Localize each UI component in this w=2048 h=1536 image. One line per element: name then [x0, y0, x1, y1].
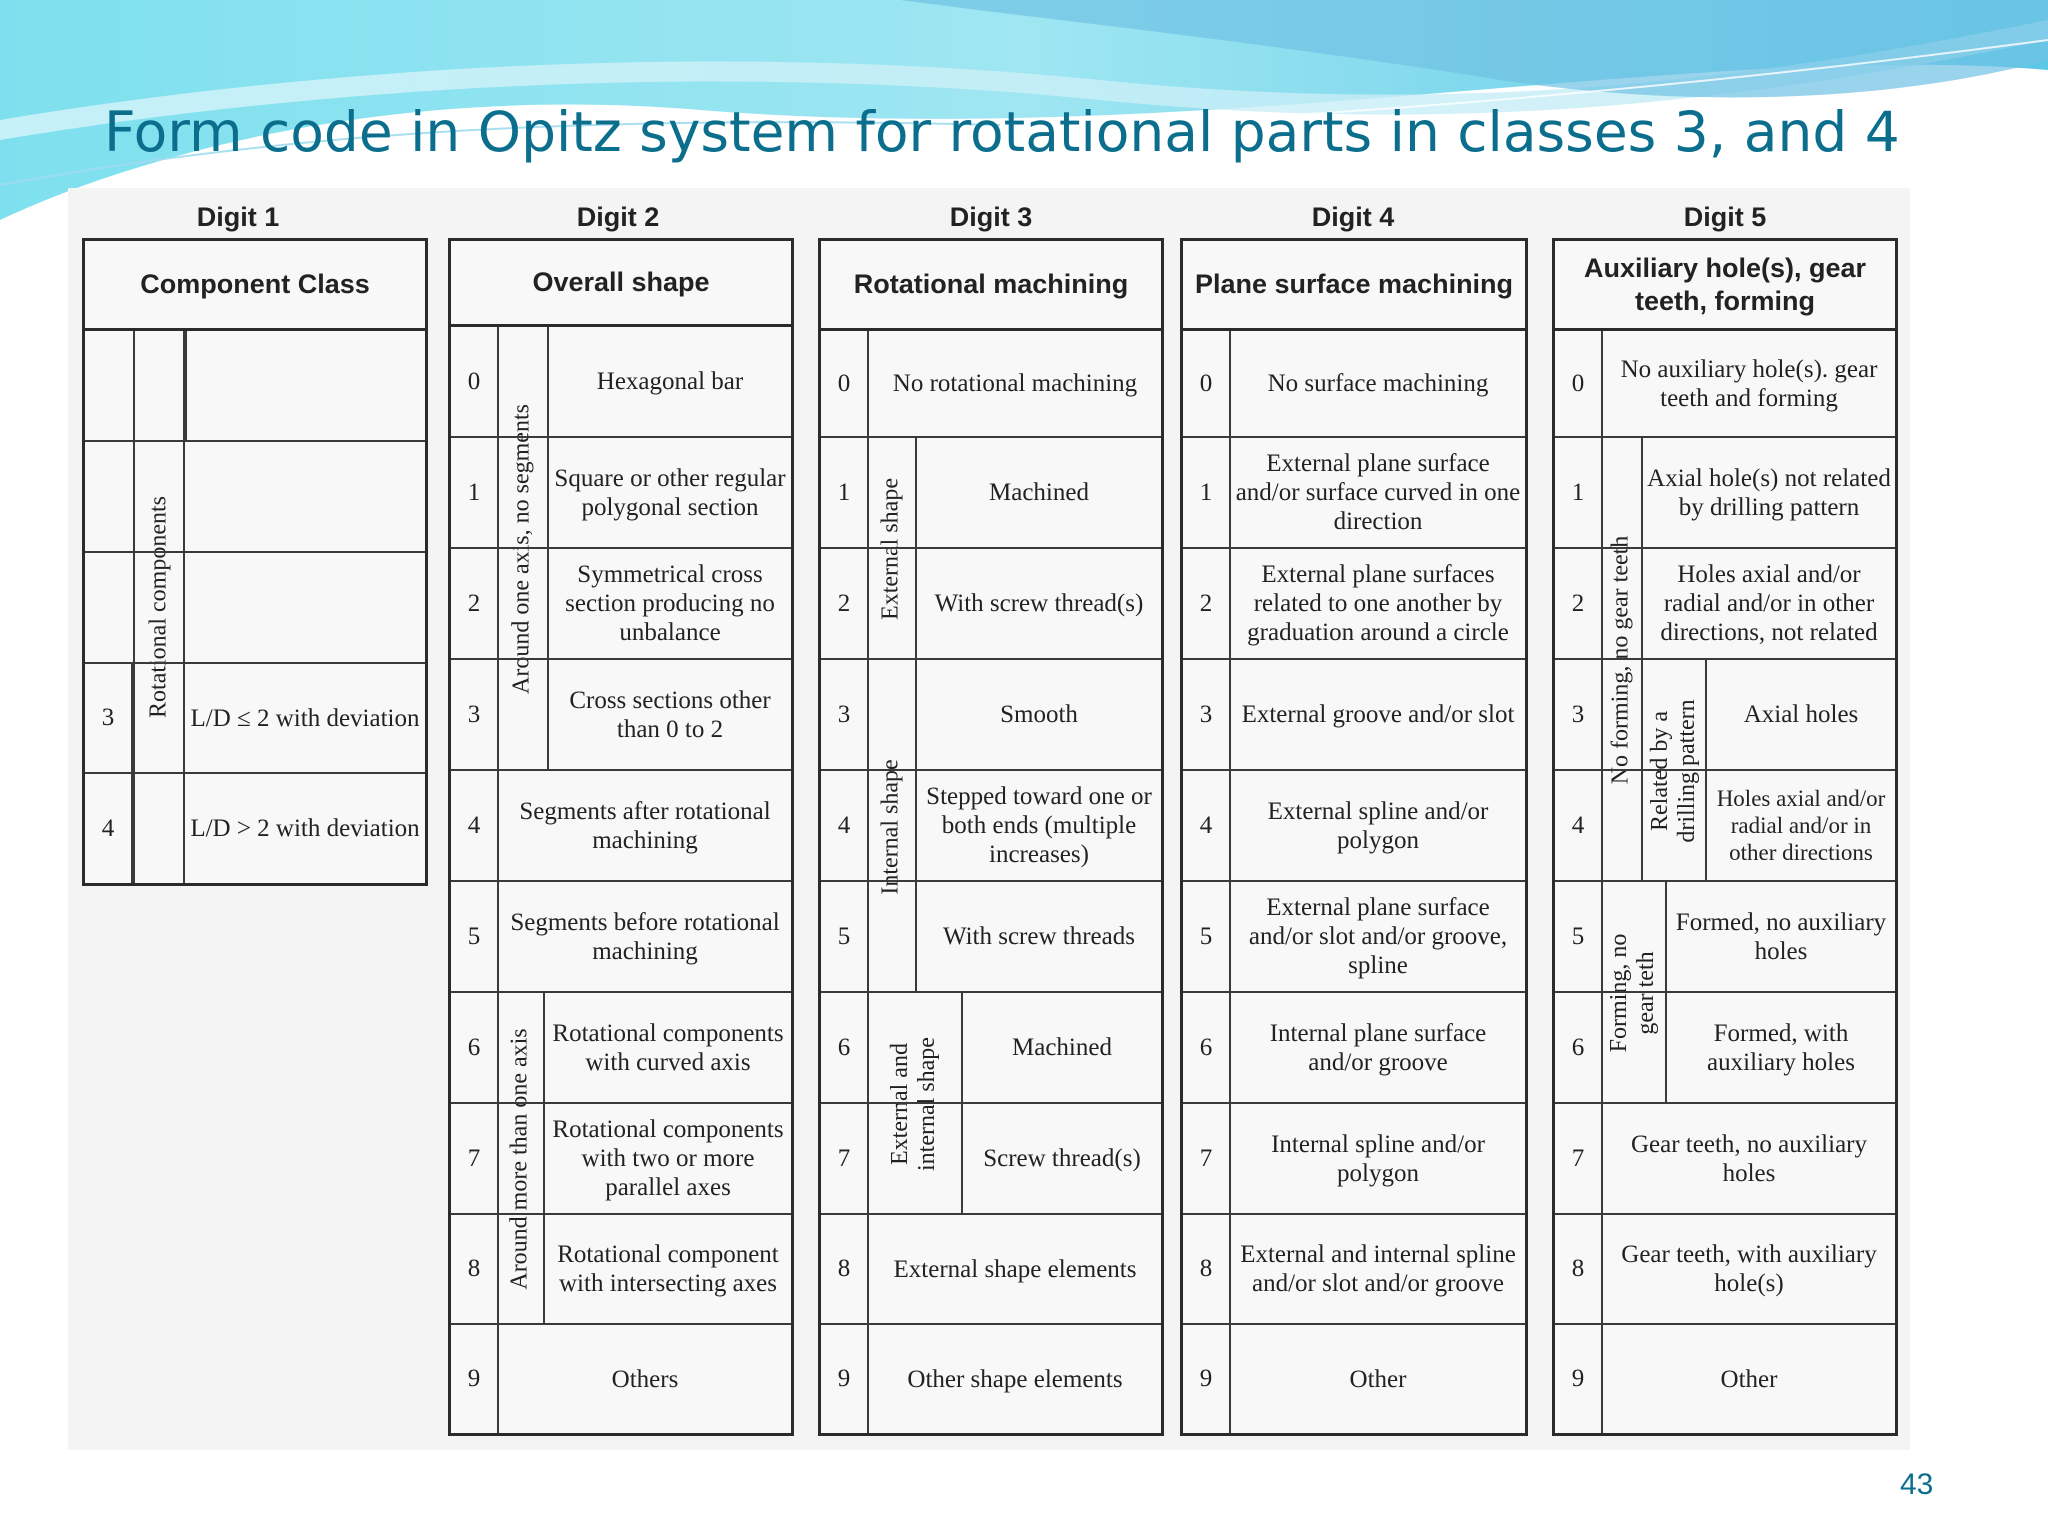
digit5-row-number: 2	[1555, 549, 1603, 658]
digit2-row-number: 7	[451, 1104, 499, 1213]
digit3-row	[821, 993, 1161, 1104]
digit4-row-number: 1	[1183, 438, 1231, 547]
digit3-row	[821, 549, 1161, 660]
digit4-row-number: 3	[1183, 660, 1231, 769]
digit5-row-text: Other	[1720, 1365, 1778, 1393]
digit5-row	[1555, 882, 1895, 993]
digit4-row	[1183, 660, 1525, 771]
digit5-table	[1552, 238, 1898, 1436]
digit2-row-number: 4	[451, 771, 499, 880]
digit4-row	[1183, 1325, 1525, 1433]
digit5-row-text: Gear teeth, no auxiliary holes	[1630, 1130, 1867, 1187]
digit5-row-number: 5	[1555, 882, 1603, 991]
digit3-row-number: 1	[821, 438, 869, 547]
digit4-row-text: No surface machining	[1267, 370, 1489, 397]
digit5-row-text: Holes axial and/or radial and/or in other directions	[1716, 786, 1886, 865]
digit5-row-text: No auxiliary hole(s). gear teeth and forming	[1620, 355, 1878, 412]
digit3-row-number: 6	[821, 993, 869, 1102]
digit2-row-number: 1	[451, 438, 499, 547]
digit3-row-number: 8	[821, 1215, 869, 1323]
digit2-row-number: 3	[451, 660, 499, 769]
digit4-row-number: 4	[1183, 771, 1231, 880]
digit3-row	[821, 660, 1161, 771]
digit4-row-text: External groove and/or slot	[1241, 701, 1515, 728]
digit2-header: Overall shape	[451, 241, 791, 327]
digit4-row-text: External plane surface and/or slot and/or groove, spline	[1248, 894, 1508, 979]
digit3-row-number: 4	[821, 771, 869, 880]
digit5-row-text: Gear teeth, with auxiliary hole(s)	[1621, 1241, 1877, 1297]
digit4-row	[1183, 438, 1525, 549]
digit2-row-text: Cross sections other than 0 to 2	[569, 686, 771, 743]
digit3-row-text: Stepped toward one or both ends (multiple increases)	[926, 783, 1152, 868]
digit1-row-number: 4	[85, 774, 133, 883]
digit3-header: Rotational machining	[821, 241, 1161, 331]
digit3-row-text: Other shape elements	[907, 1365, 1123, 1393]
digit3-group-external-label: External shape	[877, 478, 904, 620]
digit3-row-number: 5	[821, 882, 869, 991]
digit3-row	[821, 1325, 1161, 1433]
digit1-row-text: L/D ≤ 2 with deviation	[190, 704, 420, 732]
digit3-row-text: With screw threads	[943, 923, 1135, 950]
digit4-row-number: 6	[1183, 993, 1231, 1102]
digit2-group-one-axis-label: Around one axis, no segments	[508, 404, 535, 694]
digit2-row-number: 8	[451, 1215, 499, 1323]
digit5-row-text: Axial hole(s) not related by drilling pattern	[1647, 464, 1891, 521]
digit4-row	[1183, 1104, 1525, 1215]
digit4-row	[1183, 771, 1525, 882]
digit1-group-label: Rotational components	[145, 496, 172, 718]
digit4-row-text: External and internal spline and/or slot and/or groove	[1240, 1241, 1516, 1297]
digit2-row	[451, 549, 791, 660]
digit2-row	[451, 1325, 791, 1433]
digit4-row-number: 9	[1183, 1325, 1231, 1433]
digit1-row-3	[85, 664, 425, 774]
digit5-header: Auxiliary hole(s), gear teeth, forming	[1555, 241, 1895, 331]
slide-title: Form code in Opitz system for rotational parts in classes 3, and 4	[104, 100, 1900, 164]
digit2-row	[451, 882, 791, 993]
digit5-row-number: 6	[1555, 993, 1603, 1102]
digit4-row	[1183, 993, 1525, 1104]
digit5-group-no-forming-label: No forming, no gear teeth	[1607, 535, 1634, 785]
digit2-row	[451, 327, 791, 438]
digit2-row	[451, 1215, 791, 1325]
digit2-row-number: 6	[451, 993, 499, 1102]
digit5-row-text: Axial holes	[1743, 701, 1859, 728]
digit5-row-text: Formed, with auxiliary holes	[1707, 1019, 1855, 1076]
digit4-header: Plane surface machining	[1183, 241, 1525, 331]
digit2-label: Digit 2	[576, 202, 660, 232]
digit3-group-internal-label: Internal shape	[877, 758, 904, 895]
digit2-row-text: Hexagonal bar	[596, 368, 744, 395]
digit4-row-text: Other	[1349, 1365, 1407, 1393]
digit4-row-number: 5	[1183, 882, 1231, 991]
digit3-row-text: Machined	[1012, 1034, 1112, 1061]
digit2-row	[451, 660, 791, 771]
digit3-label: Digit 3	[949, 202, 1033, 232]
opitz-form-code-figure	[68, 188, 1910, 1450]
digit2-table	[448, 238, 794, 1436]
digit2-row-text: Rotational component with intersecting axes	[557, 1241, 779, 1297]
digit4-row-number: 8	[1183, 1215, 1231, 1323]
digit3-table	[818, 238, 1164, 1436]
digit1-table	[82, 238, 428, 886]
digit5-row	[1555, 1104, 1895, 1215]
digit3-row-text: Smooth	[1000, 701, 1078, 728]
digit3-row	[821, 882, 1161, 993]
digit3-row-text: With screw thread(s)	[934, 590, 1144, 617]
digit2-row-text: Rotational components with two or more parallel axes	[552, 1116, 784, 1201]
digit4-row-text: Internal spline and/or polygon	[1271, 1130, 1485, 1187]
digit5-group-forming-label: Forming, no gear teth	[1606, 933, 1659, 1053]
digit5-row-number: 3	[1555, 660, 1603, 769]
digit3-row	[821, 438, 1161, 549]
digit3-row	[821, 1215, 1161, 1325]
page-number: 43	[1900, 1468, 1934, 1501]
digit1-row-text: L/D > 2 with deviation	[190, 815, 420, 842]
digit3-row-number: 9	[821, 1325, 869, 1433]
digit5-row	[1555, 438, 1895, 549]
digit3-row-number: 7	[821, 1104, 869, 1213]
digit3-row-text: Screw thread(s)	[983, 1145, 1141, 1172]
digit4-row-text: External plane surface and/or surface curved in one direction	[1235, 450, 1521, 535]
digit2-row-text: Segments before rotational machining	[510, 908, 780, 965]
digit1-row-empty	[85, 553, 425, 664]
digit5-row	[1555, 1325, 1895, 1433]
digit4-row-text: External spline and/or polygon	[1267, 797, 1489, 854]
digit5-row-text: Holes axial and/or radial and/or in other directions, not related	[1660, 561, 1878, 646]
digit5-row-number: 4	[1555, 771, 1603, 880]
digit4-row-text: Internal plane surface and/or groove	[1269, 1019, 1487, 1076]
digit2-group-more-axes-label: Around more than one axis	[506, 1028, 533, 1290]
digit4-row-text: External plane surfaces related to one another by graduation around a circle	[1247, 561, 1509, 646]
digit5-row-number: 1	[1555, 438, 1603, 547]
digit1-row-number: 3	[85, 664, 133, 772]
digit3-row-text: External shape elements	[893, 1255, 1137, 1283]
digit1-row-4	[85, 774, 425, 883]
digit4-row	[1183, 331, 1525, 438]
digit3-row-number: 0	[821, 331, 869, 436]
digit2-row	[451, 771, 791, 882]
digit1-row-empty	[85, 331, 425, 442]
digit2-row-text: Symmetrical cross section producing no unbalance	[565, 561, 775, 646]
digit5-row	[1555, 549, 1895, 660]
digit3-row	[821, 331, 1161, 438]
digit5-row	[1555, 660, 1895, 771]
digit5-row-number: 8	[1555, 1215, 1603, 1323]
digit1-row-empty	[85, 442, 425, 553]
digit5-row-number: 0	[1555, 331, 1603, 436]
digit2-row-text: Others	[611, 1365, 679, 1393]
digit2-row	[451, 993, 791, 1104]
digit2-row-number: 9	[451, 1325, 499, 1433]
digit2-row-text: Rotational components with curved axis	[552, 1019, 784, 1076]
digit3-group-ext-int-label: External and internal shape	[887, 1037, 940, 1171]
digit3-row-text: Machined	[989, 479, 1089, 506]
digit4-table	[1180, 238, 1528, 1436]
digit4-label: Digit 4	[1311, 202, 1395, 232]
digit4-row	[1183, 882, 1525, 993]
digit5-row-number: 7	[1555, 1104, 1603, 1213]
digit3-row	[821, 771, 1161, 882]
digit3-row	[821, 1104, 1161, 1215]
digit4-row	[1183, 1215, 1525, 1325]
digit4-row-number: 7	[1183, 1104, 1231, 1213]
digit2-row-number: 0	[451, 327, 499, 436]
digit5-row-number: 9	[1555, 1325, 1603, 1433]
digit3-row-number: 2	[821, 549, 869, 658]
digit5-row	[1555, 331, 1895, 438]
digit5-row-text: Formed, no auxiliary holes	[1675, 908, 1887, 965]
digit5-row	[1555, 771, 1895, 882]
digit4-row-number: 2	[1183, 549, 1231, 658]
digit5-group-drilling-label: Related by a drilling pattern	[1647, 699, 1700, 843]
digit1-header: Component Class	[85, 241, 425, 331]
digit2-row	[451, 1104, 791, 1215]
digit2-row	[451, 438, 791, 549]
digit2-row-text: Segments after rotational machining	[519, 797, 771, 854]
digit4-row-number: 0	[1183, 331, 1231, 436]
digit5-row	[1555, 1215, 1895, 1325]
digit5-label: Digit 5	[1683, 202, 1767, 232]
digit2-row-number: 5	[451, 882, 499, 991]
digit4-row	[1183, 549, 1525, 660]
digit2-row-text: Square or other regular polygonal section	[554, 464, 786, 521]
digit1-label: Digit 1	[196, 202, 280, 232]
digit3-row-number: 3	[821, 660, 869, 769]
digit2-row-number: 2	[451, 549, 499, 658]
digit5-row	[1555, 993, 1895, 1104]
digit3-row-text: No rotational machining	[892, 370, 1138, 397]
